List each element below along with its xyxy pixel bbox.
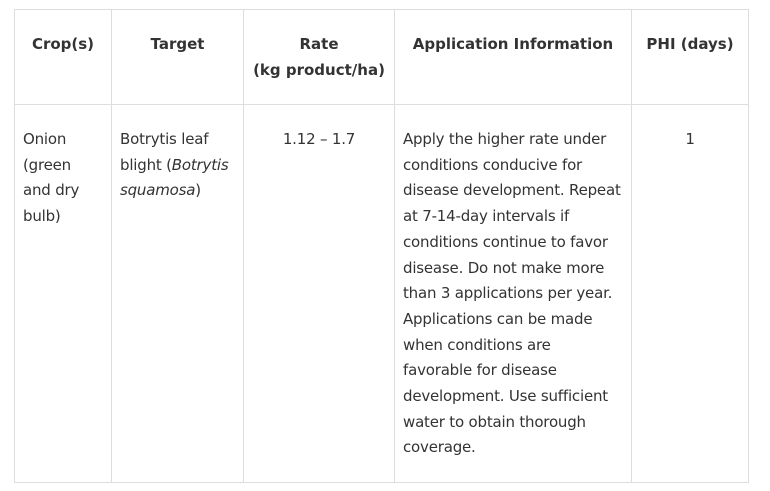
header-rate [244,10,395,105]
table-row [15,105,749,483]
target-common-name: Botrytis leaf blight ( [120,130,209,174]
header-phi-unit: (days) [675,35,734,53]
target-scientific-name: Botrytis squamosa [120,155,229,200]
header-application-info-label: Application Information [412,35,614,53]
cell-rate: 1.12 – 1.7 [244,105,395,483]
cell-target [112,105,244,483]
header-row [15,10,749,105]
header-target [112,10,244,105]
table-header [15,10,749,105]
cell-application-info: Apply the higher rate under conditions conducive for disease development. Repeat at 7-14-day intervals if conditions continue to favor disease. Do not make more than 3 applications per year. Applications can be made when conditions are favorable for disease development. Use sufficient water to obtain thorough coverage. [395,105,632,483]
cell-phi: 1 [632,105,749,483]
header-crops [15,10,112,105]
cell-crops: Onion (green and dry bulb) [15,105,112,483]
header-rate-label: Rate [299,35,339,53]
header-application-info [395,10,632,105]
header-crops-label: Crop(s) [31,35,95,53]
header-phi [632,10,749,105]
header-rate-unit: (kg product/ha) [253,61,385,79]
target-suffix: ) [195,181,201,200]
pesticide-application-table [14,9,749,483]
header-phi-label: PHI [646,35,676,53]
table-body [15,105,749,483]
header-target-label: Target [150,35,205,53]
